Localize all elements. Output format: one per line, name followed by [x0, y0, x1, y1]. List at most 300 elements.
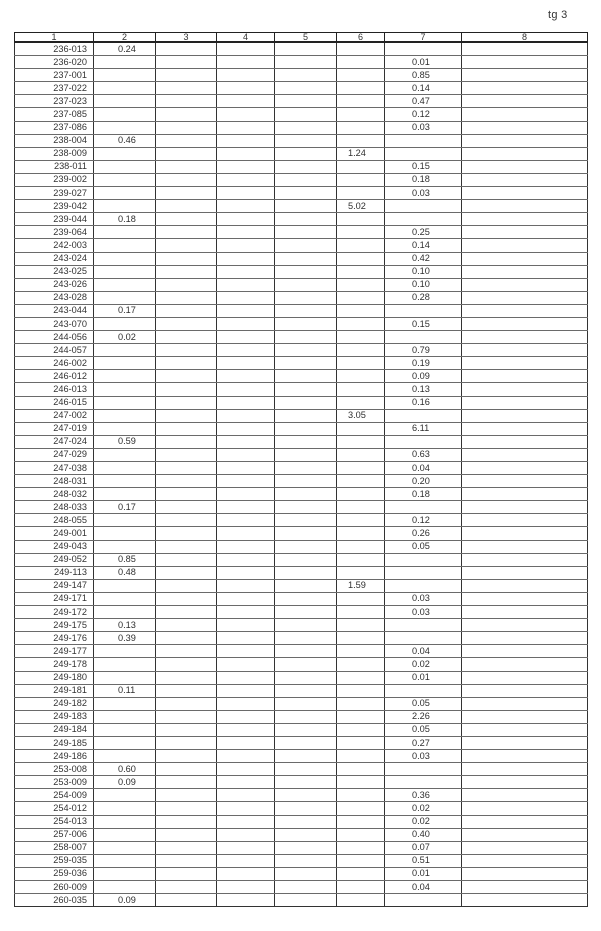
value-cell-col-7: [385, 147, 462, 160]
parcel-code-cell: 249-001: [15, 527, 94, 540]
value-cell-col-5: [275, 160, 337, 173]
value-cell-col-5: [275, 854, 337, 867]
value-cell-col-5: [275, 213, 337, 226]
value-cell-col-8: [462, 147, 588, 160]
value-cell-col-4: [217, 304, 275, 317]
value-cell-col-6: [337, 894, 385, 907]
table-row: [15, 475, 588, 488]
value-cell-col-2: [94, 671, 156, 684]
value-cell-col-4: [217, 763, 275, 776]
table-row: [15, 462, 588, 475]
table-row: [15, 828, 588, 841]
parcel-code-cell: 249-182: [15, 697, 94, 710]
value-cell-col-2: [94, 239, 156, 252]
parcel-code-cell: 249-186: [15, 750, 94, 763]
value-cell-col-7: 0.79: [385, 344, 462, 357]
value-cell-col-8: [462, 475, 588, 488]
parcel-code-cell: 249-183: [15, 710, 94, 723]
value-cell-col-5: [275, 42, 337, 56]
value-cell-col-5: [275, 108, 337, 121]
value-cell-col-6: [337, 514, 385, 527]
value-cell-col-2: 0.59: [94, 435, 156, 448]
value-cell-col-6: 1.24: [337, 147, 385, 160]
value-cell-col-8: [462, 173, 588, 186]
value-cell-col-5: [275, 396, 337, 409]
value-cell-col-2: [94, 854, 156, 867]
parcel-code-cell: 248-055: [15, 514, 94, 527]
value-cell-col-8: [462, 187, 588, 200]
value-cell-col-4: [217, 566, 275, 579]
value-cell-col-4: [217, 540, 275, 553]
value-cell-col-3: [156, 723, 217, 736]
value-cell-col-3: [156, 95, 217, 108]
value-cell-col-8: [462, 514, 588, 527]
value-cell-col-3: [156, 226, 217, 239]
parcel-code-cell: 253-008: [15, 763, 94, 776]
value-cell-col-6: [337, 239, 385, 252]
value-cell-col-6: [337, 121, 385, 134]
value-cell-col-5: [275, 579, 337, 592]
value-cell-col-4: [217, 697, 275, 710]
parcel-code-cell: 247-029: [15, 448, 94, 461]
value-cell-col-2: [94, 160, 156, 173]
value-cell-col-6: [337, 684, 385, 697]
value-cell-col-8: [462, 750, 588, 763]
value-cell-col-7: 0.10: [385, 278, 462, 291]
value-cell-col-6: [337, 160, 385, 173]
value-cell-col-6: [337, 658, 385, 671]
value-cell-col-4: [217, 592, 275, 605]
table-row: [15, 409, 588, 422]
value-cell-col-8: [462, 226, 588, 239]
value-cell-col-8: [462, 134, 588, 147]
value-cell-col-7: [385, 763, 462, 776]
value-cell-col-5: [275, 462, 337, 475]
value-cell-col-3: [156, 579, 217, 592]
table-row: [15, 697, 588, 710]
table-row: [15, 710, 588, 723]
value-cell-col-6: [337, 828, 385, 841]
value-cell-col-2: [94, 56, 156, 69]
value-cell-col-2: [94, 592, 156, 605]
value-cell-col-4: [217, 475, 275, 488]
table-row: [15, 776, 588, 789]
value-cell-col-5: [275, 658, 337, 671]
table-row: [15, 422, 588, 435]
value-cell-col-2: [94, 344, 156, 357]
table-row: [15, 383, 588, 396]
value-cell-col-3: [156, 750, 217, 763]
value-cell-col-2: [94, 462, 156, 475]
value-cell-col-6: [337, 383, 385, 396]
parcel-code-cell: 249-175: [15, 619, 94, 632]
table-row: [15, 56, 588, 69]
value-cell-col-5: [275, 828, 337, 841]
table-row: [15, 265, 588, 278]
value-cell-col-3: [156, 121, 217, 134]
value-cell-col-8: [462, 710, 588, 723]
table-row: [15, 121, 588, 134]
parcel-code-cell: 243-024: [15, 252, 94, 265]
value-cell-col-6: [337, 69, 385, 82]
table-row: [15, 566, 588, 579]
value-cell-col-8: [462, 776, 588, 789]
value-cell-col-5: [275, 815, 337, 828]
parcel-code-cell: 237-085: [15, 108, 94, 121]
value-cell-col-6: [337, 304, 385, 317]
value-cell-col-5: [275, 226, 337, 239]
value-cell-col-3: [156, 147, 217, 160]
value-cell-col-2: [94, 278, 156, 291]
value-cell-col-2: [94, 422, 156, 435]
value-cell-col-2: 0.48: [94, 566, 156, 579]
value-cell-col-4: [217, 409, 275, 422]
table-row: [15, 841, 588, 854]
value-cell-col-4: [217, 671, 275, 684]
table-row: [15, 213, 588, 226]
parcel-code-cell: 247-019: [15, 422, 94, 435]
value-cell-col-2: [94, 147, 156, 160]
table-row: [15, 789, 588, 802]
value-cell-col-7: 0.47: [385, 95, 462, 108]
value-cell-col-7: 0.10: [385, 265, 462, 278]
value-cell-col-5: [275, 488, 337, 501]
value-cell-col-7: [385, 200, 462, 213]
value-cell-col-4: [217, 867, 275, 880]
value-cell-col-8: [462, 697, 588, 710]
value-cell-col-7: 0.01: [385, 671, 462, 684]
value-cell-col-2: [94, 187, 156, 200]
value-cell-col-6: [337, 226, 385, 239]
value-cell-col-5: [275, 200, 337, 213]
value-cell-col-5: [275, 736, 337, 749]
table-row: [15, 69, 588, 82]
value-cell-col-6: [337, 396, 385, 409]
value-cell-col-5: [275, 278, 337, 291]
value-cell-col-3: [156, 488, 217, 501]
parcel-code-cell: 239-064: [15, 226, 94, 239]
value-cell-col-7: 0.14: [385, 239, 462, 252]
value-cell-col-6: [337, 645, 385, 658]
value-cell-col-7: 0.18: [385, 488, 462, 501]
value-cell-col-7: [385, 579, 462, 592]
value-cell-col-2: [94, 226, 156, 239]
value-cell-col-4: [217, 344, 275, 357]
value-cell-col-2: [94, 108, 156, 121]
value-cell-col-5: [275, 317, 337, 330]
value-cell-col-8: [462, 278, 588, 291]
value-cell-col-5: [275, 697, 337, 710]
value-cell-col-8: [462, 69, 588, 82]
value-cell-col-5: [275, 750, 337, 763]
parcel-code-cell: 237-023: [15, 95, 94, 108]
value-cell-col-6: [337, 475, 385, 488]
value-cell-col-2: 0.39: [94, 632, 156, 645]
table-row: [15, 763, 588, 776]
value-cell-col-8: [462, 95, 588, 108]
value-cell-col-5: [275, 867, 337, 880]
value-cell-col-6: [337, 344, 385, 357]
parcel-code-cell: 239-002: [15, 173, 94, 186]
table-row: [15, 435, 588, 448]
value-cell-col-3: [156, 867, 217, 880]
value-cell-col-5: [275, 331, 337, 344]
value-cell-col-8: [462, 82, 588, 95]
value-cell-col-6: [337, 462, 385, 475]
value-cell-col-5: [275, 619, 337, 632]
parcel-code-cell: 249-185: [15, 736, 94, 749]
value-cell-col-7: [385, 304, 462, 317]
value-cell-col-7: 0.04: [385, 645, 462, 658]
value-cell-col-5: [275, 592, 337, 605]
value-cell-col-2: 0.11: [94, 684, 156, 697]
value-cell-col-6: [337, 95, 385, 108]
value-cell-col-3: [156, 265, 217, 278]
value-cell-col-8: [462, 723, 588, 736]
value-cell-col-7: 0.20: [385, 475, 462, 488]
value-cell-col-6: [337, 448, 385, 461]
parcel-code-cell: 243-025: [15, 265, 94, 278]
value-cell-col-5: [275, 566, 337, 579]
table-row: [15, 448, 588, 461]
value-cell-col-2: [94, 514, 156, 527]
value-cell-col-2: [94, 448, 156, 461]
value-cell-col-4: [217, 317, 275, 330]
value-cell-col-6: [337, 213, 385, 226]
value-cell-col-4: [217, 645, 275, 658]
value-cell-col-5: [275, 645, 337, 658]
value-cell-col-3: [156, 671, 217, 684]
value-cell-col-5: [275, 684, 337, 697]
table-row: [15, 488, 588, 501]
parcel-code-cell: 249-181: [15, 684, 94, 697]
table-row: [15, 173, 588, 186]
value-cell-col-5: [275, 710, 337, 723]
value-cell-col-6: [337, 776, 385, 789]
value-cell-col-4: [217, 396, 275, 409]
value-cell-col-7: 0.03: [385, 606, 462, 619]
value-cell-col-4: [217, 239, 275, 252]
value-cell-col-6: [337, 802, 385, 815]
value-cell-col-3: [156, 134, 217, 147]
value-cell-col-3: [156, 409, 217, 422]
parcel-area-table: [14, 32, 588, 907]
value-cell-col-6: 1.59: [337, 579, 385, 592]
table-row: [15, 252, 588, 265]
value-cell-col-2: [94, 95, 156, 108]
value-cell-col-7: 0.04: [385, 462, 462, 475]
value-cell-col-2: [94, 409, 156, 422]
value-cell-col-4: [217, 331, 275, 344]
table-row: [15, 723, 588, 736]
value-cell-col-4: [217, 200, 275, 213]
column-header-4: 4: [217, 33, 275, 43]
value-cell-col-4: [217, 82, 275, 95]
value-cell-col-2: [94, 527, 156, 540]
value-cell-col-4: [217, 841, 275, 854]
value-cell-col-6: [337, 789, 385, 802]
table-row: [15, 854, 588, 867]
column-header-2: 2: [94, 33, 156, 43]
value-cell-col-7: 0.27: [385, 736, 462, 749]
value-cell-col-2: [94, 828, 156, 841]
value-cell-col-4: [217, 134, 275, 147]
value-cell-col-6: [337, 278, 385, 291]
value-cell-col-3: [156, 396, 217, 409]
table-row: [15, 592, 588, 605]
value-cell-col-7: [385, 632, 462, 645]
value-cell-col-6: [337, 606, 385, 619]
parcel-code-cell: 239-042: [15, 200, 94, 213]
value-cell-col-3: [156, 854, 217, 867]
value-cell-col-6: [337, 867, 385, 880]
value-cell-col-4: [217, 776, 275, 789]
value-cell-col-6: 5.02: [337, 200, 385, 213]
value-cell-col-8: [462, 462, 588, 475]
table-row: [15, 619, 588, 632]
value-cell-col-7: 0.19: [385, 357, 462, 370]
value-cell-col-3: [156, 619, 217, 632]
parcel-code-cell: 248-031: [15, 475, 94, 488]
value-cell-col-2: 0.60: [94, 763, 156, 776]
value-cell-col-4: [217, 265, 275, 278]
value-cell-col-3: [156, 82, 217, 95]
value-cell-col-5: [275, 69, 337, 82]
value-cell-col-6: [337, 566, 385, 579]
parcel-code-cell: 246-012: [15, 370, 94, 383]
value-cell-col-2: [94, 645, 156, 658]
parcel-code-cell: 249-171: [15, 592, 94, 605]
table-row: [15, 82, 588, 95]
value-cell-col-4: [217, 226, 275, 239]
value-cell-col-3: [156, 736, 217, 749]
value-cell-col-6: [337, 697, 385, 710]
value-cell-col-8: [462, 56, 588, 69]
parcel-code-cell: 238-004: [15, 134, 94, 147]
value-cell-col-2: [94, 82, 156, 95]
value-cell-col-8: [462, 291, 588, 304]
value-cell-col-3: [156, 841, 217, 854]
parcel-code-cell: 257-006: [15, 828, 94, 841]
table-row: [15, 278, 588, 291]
value-cell-col-3: [156, 213, 217, 226]
value-cell-col-7: 0.05: [385, 697, 462, 710]
value-cell-col-3: [156, 763, 217, 776]
value-cell-col-6: [337, 710, 385, 723]
value-cell-col-8: [462, 736, 588, 749]
value-cell-col-5: [275, 514, 337, 527]
value-cell-col-3: [156, 894, 217, 907]
value-cell-col-8: [462, 867, 588, 880]
value-cell-col-4: [217, 684, 275, 697]
value-cell-col-6: [337, 291, 385, 304]
value-cell-col-3: [156, 566, 217, 579]
parcel-code-cell: 249-184: [15, 723, 94, 736]
value-cell-col-2: [94, 710, 156, 723]
value-cell-col-8: [462, 658, 588, 671]
value-cell-col-6: [337, 422, 385, 435]
value-cell-col-7: 0.09: [385, 370, 462, 383]
value-cell-col-4: [217, 619, 275, 632]
table-row: [15, 226, 588, 239]
parcel-code-cell: 236-013: [15, 42, 94, 56]
value-cell-col-7: 0.28: [385, 291, 462, 304]
value-cell-col-4: [217, 606, 275, 619]
value-cell-col-3: [156, 514, 217, 527]
value-cell-col-6: [337, 763, 385, 776]
parcel-code-cell: 249-180: [15, 671, 94, 684]
value-cell-col-4: [217, 121, 275, 134]
value-cell-col-5: [275, 763, 337, 776]
value-cell-col-7: 0.01: [385, 867, 462, 880]
value-cell-col-2: [94, 291, 156, 304]
parcel-code-cell: 259-035: [15, 854, 94, 867]
value-cell-col-3: [156, 553, 217, 566]
value-cell-col-2: [94, 370, 156, 383]
table-row: [15, 671, 588, 684]
value-cell-col-2: [94, 317, 156, 330]
parcel-code-cell: 244-056: [15, 331, 94, 344]
value-cell-col-8: [462, 396, 588, 409]
table-body: [15, 42, 588, 907]
table-row: [15, 750, 588, 763]
value-cell-col-8: [462, 606, 588, 619]
value-cell-col-2: [94, 841, 156, 854]
value-cell-col-5: [275, 553, 337, 566]
value-cell-col-8: [462, 488, 588, 501]
value-cell-col-3: [156, 448, 217, 461]
parcel-code-cell: 243-026: [15, 278, 94, 291]
table-row: [15, 579, 588, 592]
value-cell-col-4: [217, 357, 275, 370]
table-row: [15, 160, 588, 173]
value-cell-col-8: [462, 383, 588, 396]
column-header-8: 8: [462, 33, 588, 43]
value-cell-col-7: 0.07: [385, 841, 462, 854]
value-cell-col-6: [337, 723, 385, 736]
table-row: [15, 42, 588, 56]
parcel-code-cell: 246-002: [15, 357, 94, 370]
parcel-code-cell: 248-032: [15, 488, 94, 501]
value-cell-col-7: 0.18: [385, 173, 462, 186]
parcel-code-cell: 249-043: [15, 540, 94, 553]
column-header-row: [15, 33, 588, 43]
value-cell-col-3: [156, 304, 217, 317]
value-cell-col-2: [94, 802, 156, 815]
parcel-code-cell: 249-113: [15, 566, 94, 579]
value-cell-col-4: [217, 736, 275, 749]
value-cell-col-4: [217, 278, 275, 291]
value-cell-col-2: [94, 789, 156, 802]
value-cell-col-7: 0.03: [385, 592, 462, 605]
parcel-code-cell: 249-052: [15, 553, 94, 566]
value-cell-col-4: [217, 448, 275, 461]
value-cell-col-4: [217, 383, 275, 396]
value-cell-col-4: [217, 147, 275, 160]
value-cell-col-4: [217, 723, 275, 736]
value-cell-col-6: [337, 435, 385, 448]
value-cell-col-7: [385, 501, 462, 514]
value-cell-col-2: [94, 265, 156, 278]
table-row: [15, 802, 588, 815]
value-cell-col-3: [156, 828, 217, 841]
value-cell-col-5: [275, 121, 337, 134]
value-cell-col-3: [156, 789, 217, 802]
table-row: [15, 894, 588, 907]
value-cell-col-7: 0.14: [385, 82, 462, 95]
value-cell-col-8: [462, 252, 588, 265]
parcel-code-cell: 237-086: [15, 121, 94, 134]
